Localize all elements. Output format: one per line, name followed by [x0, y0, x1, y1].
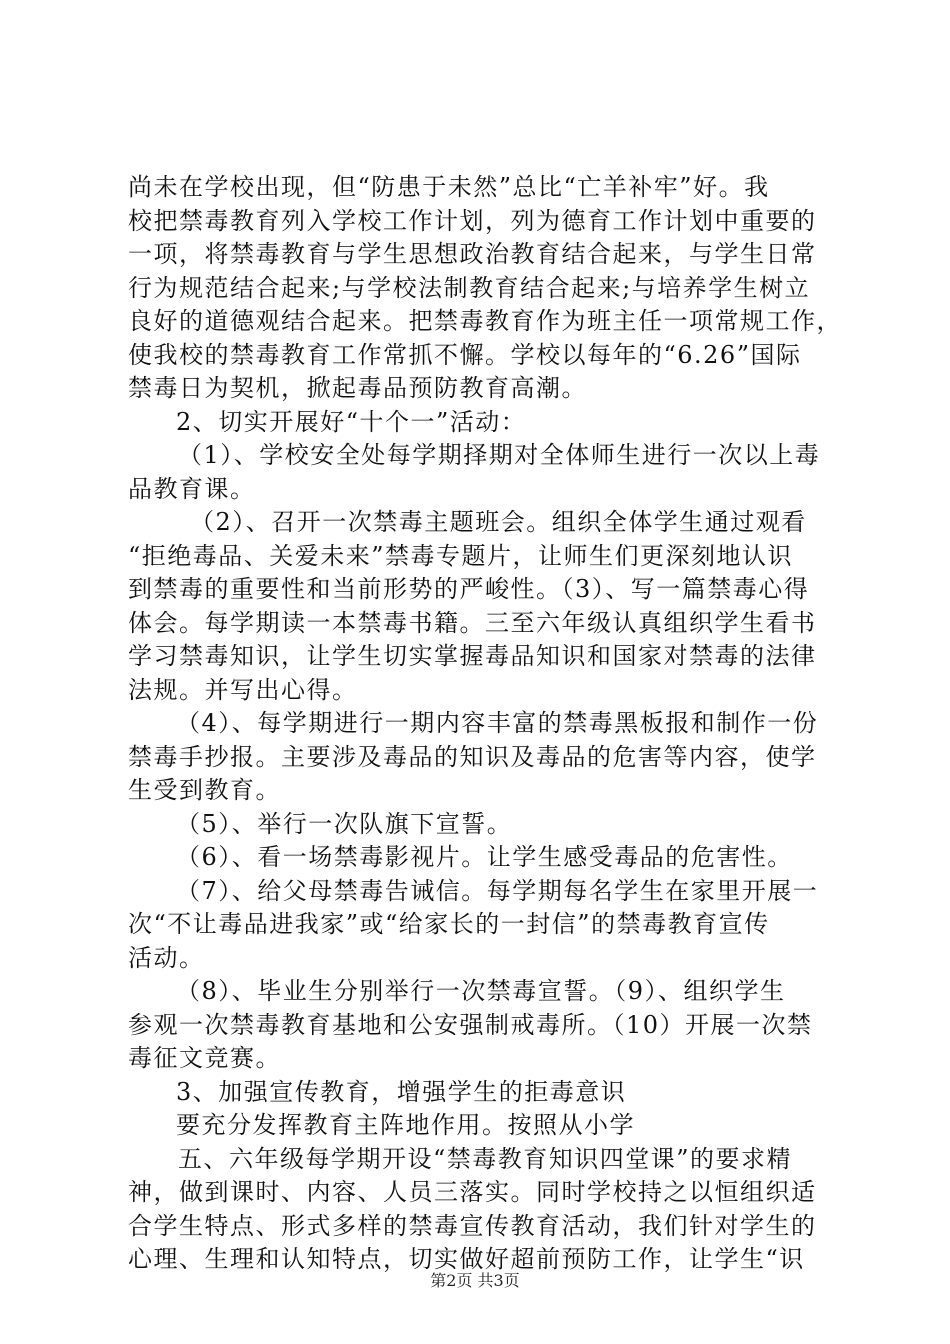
text-line: 参观一次禁毒教育基地和公安强制戒毒所。（10）开展一次禁 — [128, 1010, 813, 1039]
text-line: 学习禁毒知识，让学生切实掌握毒品知识和国家对禁毒的法律 — [128, 642, 817, 670]
text-line: （4）、每学期进行一期内容丰富的禁毒黑板报和制作一份 — [176, 709, 819, 737]
text-line: 要充分发挥教育主阵地作用。按照从小学 — [176, 1111, 635, 1139]
text-line: 法规。并写出心得。 — [128, 675, 358, 704]
document-body — [128, 171, 842, 1277]
text-line: 次“不让毒品进我家”或“给家长的一封信”的禁毒教育宣传 — [128, 910, 770, 938]
text-line: 良好的道德观结合起来。把禁毒教育作为班主任一项常规工作， — [128, 307, 842, 335]
text-line: 生受到教育。 — [128, 776, 281, 804]
text-line: （8）、毕业生分别举行一次禁毒宣誓。（9）、组织学生 — [176, 977, 786, 1005]
text-line: 毒征文竞赛。 — [128, 1044, 281, 1072]
text-line: （7）、给父母禁毒告诫信。每学期每名学生在家里开展一 — [176, 876, 819, 905]
text-line: 校把禁毒教育列入学校工作计划，列为德育工作计划中重要的 — [128, 206, 817, 235]
text-line: 尚未在学校出现，但“防患于未然”总比“亡羊补牢”好。我 — [128, 173, 770, 201]
page-number-footer: 第2页 共3页 — [430, 1271, 520, 1290]
text-line: 体会。每学期读一本禁毒书籍。三至六年级认真组织学生看书 — [128, 608, 817, 637]
text-line: 到禁毒的重要性和当前形势的严峻性。（3）、写一篇禁毒心得 — [128, 575, 810, 603]
text-line: 使我校的禁毒教育工作常抓不懈。学校以每年的“6.26”国际 — [128, 340, 802, 369]
text-line: （6）、看一场禁毒影视片。让学生感受毒品的危害性。 — [176, 843, 793, 871]
text-line: 一项，将禁毒教育与学生思想政治教育结合起来，与学生日常 — [128, 240, 817, 268]
text-line: 合学生特点、形式多样的禁毒宣传教育活动，我们针对学生的 — [128, 1211, 817, 1240]
text-line: 禁毒日为契机，掀起毒品预防教育高潮。 — [128, 374, 587, 402]
text-line: 禁毒手抄报。主要涉及毒品的知识及毒品的危害等内容，使学 — [128, 742, 817, 771]
text-line: 五、六年级每学期开设“禁毒教育知识四堂课”的要求精 — [178, 1144, 793, 1173]
section-heading: 3、加强宣传教育，增强学生的拒毒意识 — [176, 1077, 627, 1106]
text-line: （5）、举行一次队旗下宣誓。 — [176, 809, 513, 838]
text-line: 活动。 — [128, 943, 205, 972]
text-line: “拒绝毒品、关爱未来”禁毒专题片，让师生们更深刻地认识 — [128, 541, 794, 570]
text-line: 品教育课。 — [128, 474, 256, 503]
section-heading: 2、切实开展好“十个一”活动： — [176, 407, 527, 436]
text-line: （1）、学校安全处每学期择期对全体师生进行一次以上毒 — [178, 441, 821, 469]
text-line: 神，做到课时、内容、人员三落实。同时学校持之以恒组织适 — [128, 1178, 817, 1206]
text-line: 心理、生理和认知特点，切实做好超前预防工作，让学生“识 — [128, 1245, 805, 1273]
text-line: （2）、召开一次禁毒主题班会。组织全体学生通过观看 — [190, 508, 807, 536]
text-line: 行为规范结合起来;与学校法制教育结合起来;与培养学生树立 — [128, 273, 811, 302]
